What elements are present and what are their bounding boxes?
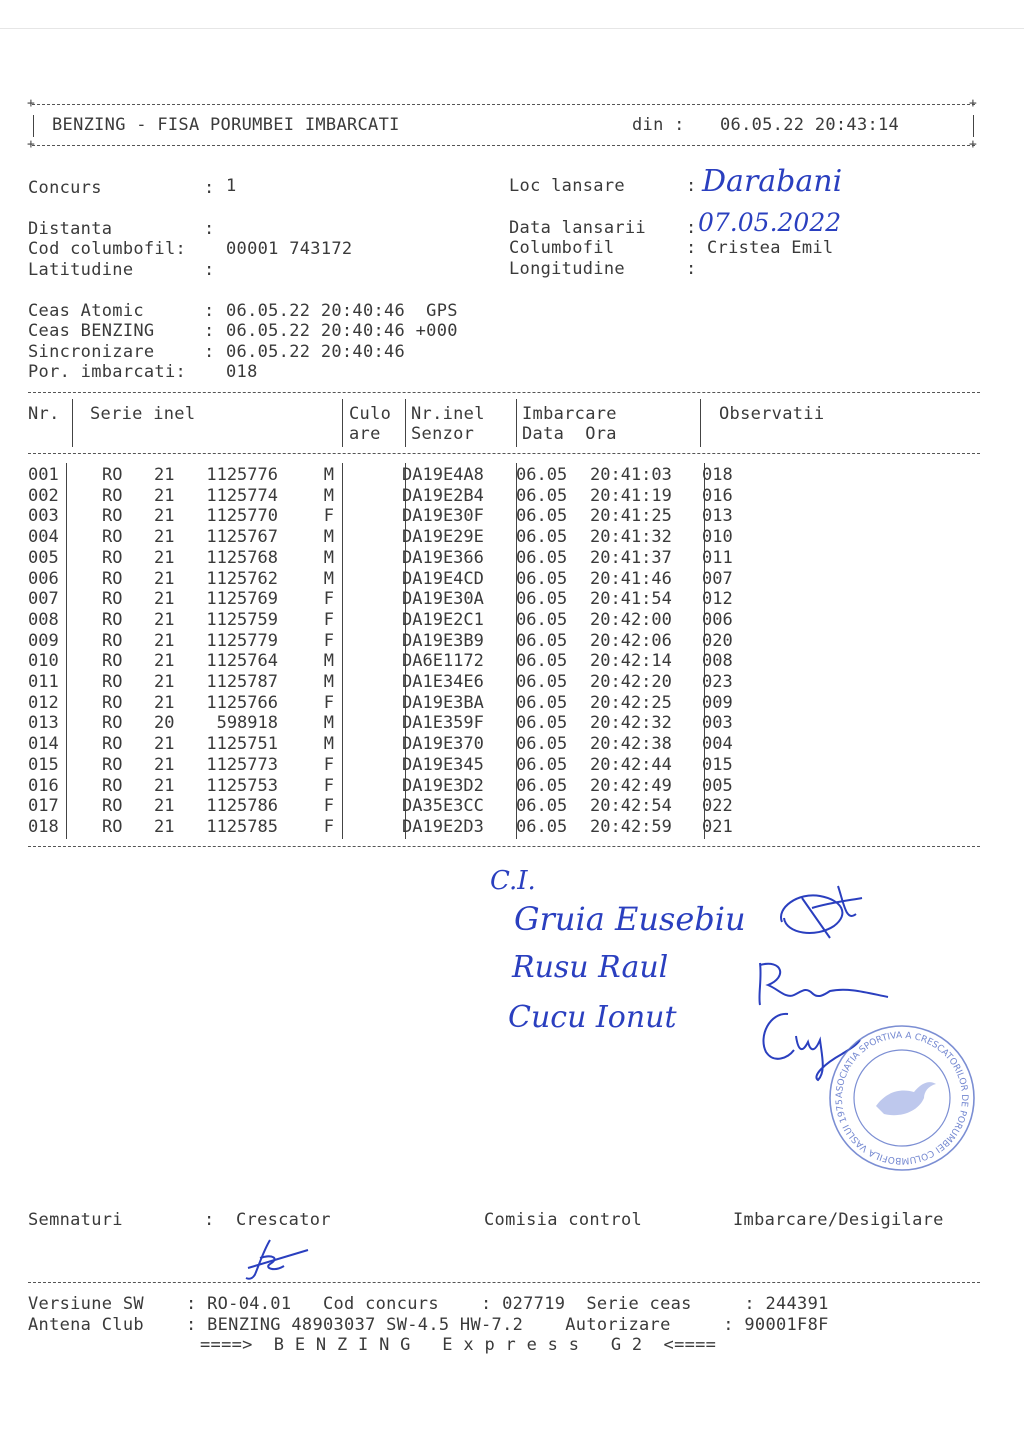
row-date: 06.05	[516, 651, 568, 672]
comisia-control-label: Comisia control	[484, 1210, 643, 1230]
row-time: 20:42:49	[590, 775, 672, 796]
spacer-cell	[334, 693, 398, 714]
cod-columbofil-value: 00001 743172	[226, 239, 353, 259]
row-sensor: DA1E359F	[402, 713, 484, 734]
footer-line-3: ====> B E N Z I N G E x p r e s s G 2 <====	[200, 1335, 717, 1355]
row-date: 06.05	[516, 734, 568, 755]
row-obs: 015	[702, 754, 733, 775]
header-border-right	[973, 115, 974, 137]
colon: :	[686, 218, 697, 238]
row-year: 21	[154, 527, 175, 548]
table-border-top	[28, 392, 980, 393]
row-obs: 010	[702, 527, 733, 548]
row-year: 21	[154, 816, 175, 837]
row-country: RO	[102, 506, 123, 527]
spacer-cell	[66, 713, 102, 734]
spacer-cell	[66, 527, 102, 548]
latitudine-label: Latitudine	[28, 260, 134, 280]
row-sensor: DA19E2B4	[402, 485, 484, 506]
row-year: 21	[154, 796, 175, 817]
corner-mark: +	[969, 137, 977, 152]
row-sensor: DA19E4CD	[402, 568, 484, 589]
cod-columbofil-label: Cod columbofil:	[28, 239, 187, 259]
footer-separator	[28, 1282, 980, 1283]
row-country: RO	[102, 630, 123, 651]
spacer-cell	[66, 672, 102, 693]
handwritten-name-1: Gruia Eusebiu	[514, 900, 746, 938]
row-country: RO	[102, 816, 123, 837]
ceas-atomic-label: Ceas Atomic	[28, 301, 144, 321]
row-sensor: DA19E29E	[402, 527, 484, 548]
spacer-cell	[66, 569, 102, 590]
row-year: 21	[154, 630, 175, 651]
row-sex: F	[323, 692, 334, 713]
semnaturi-label: Semnaturi	[28, 1210, 123, 1230]
row-year: 21	[154, 734, 175, 755]
row-ring: 1125764	[206, 651, 278, 672]
row-obs: 004	[702, 734, 733, 755]
row-sensor: DA19E2D3	[402, 816, 484, 837]
column-divider	[342, 399, 343, 447]
loc-lansare-label: Loc lansare	[509, 176, 625, 196]
row-ring: 1125768	[206, 547, 278, 568]
spacer-cell	[334, 527, 398, 548]
concurs-label: Concurs	[28, 178, 102, 198]
spacer-cell	[334, 817, 398, 838]
colon: :	[204, 342, 215, 362]
spacer-cell	[66, 776, 102, 797]
data-lansarii-label: Data lansarii	[509, 218, 646, 238]
row-date: 06.05	[516, 506, 568, 527]
row-nr: 003	[28, 506, 59, 527]
table-row	[28, 569, 762, 590]
row-time: 20:42:06	[590, 630, 672, 651]
row-sex: F	[323, 589, 334, 610]
row-date: 06.05	[516, 609, 568, 630]
col-header-imbarcare: Imbarcare	[522, 404, 617, 424]
row-time: 20:42:44	[590, 754, 672, 775]
row-nr: 013	[28, 713, 59, 734]
row-year: 21	[154, 775, 175, 796]
spacer-cell	[334, 631, 398, 652]
col-header-nr-inel: Nr.inel	[411, 404, 485, 424]
col-header-senzor: Senzor	[411, 424, 475, 444]
colon: :	[204, 301, 215, 321]
spacer-cell	[66, 734, 102, 755]
spacer-cell	[66, 506, 102, 527]
row-sex: F	[323, 816, 334, 837]
handwritten-name-2: Rusu Raul	[512, 950, 669, 985]
row-year: 21	[154, 609, 175, 630]
row-time: 20:41:03	[590, 465, 672, 485]
column-divider	[700, 399, 701, 447]
row-ring: 1125776	[206, 465, 278, 485]
row-nr: 016	[28, 775, 59, 796]
distanta-label: Distanta	[28, 219, 113, 239]
colon: :	[204, 1210, 215, 1230]
colon: :	[686, 176, 697, 196]
row-year: 21	[154, 547, 175, 568]
row-time: 20:41:46	[590, 568, 672, 589]
row-sex: M	[323, 547, 334, 568]
col-header-nr: Nr.	[28, 404, 60, 424]
row-date: 06.05	[516, 568, 568, 589]
table-row	[28, 589, 762, 610]
row-sensor: DA19E30A	[402, 589, 484, 610]
row-sex: M	[323, 713, 334, 734]
table-header-separator	[28, 453, 980, 454]
row-obs: 009	[702, 692, 733, 713]
row-time: 20:42:20	[590, 672, 672, 693]
column-divider	[405, 399, 406, 447]
colon: :	[204, 260, 215, 280]
row-ring: 1125786	[206, 796, 278, 817]
spacer-cell	[66, 548, 102, 569]
row-sensor: DA1E34E6	[402, 672, 484, 693]
columbofil-value: Cristea Emil	[707, 238, 834, 258]
spacer-cell	[334, 651, 398, 672]
column-divider	[72, 399, 73, 447]
row-nr: 012	[28, 692, 59, 713]
row-obs: 021	[702, 816, 733, 837]
ceas-atomic-value: 06.05.22 20:40:46 GPS	[226, 301, 458, 321]
row-country: RO	[102, 547, 123, 568]
spacer-cell	[66, 589, 102, 610]
header-border-bottom	[32, 145, 975, 146]
spacer-cell	[334, 569, 398, 590]
footer-line-2: Antena Club : BENZING 48903037 SW-4.5 HW-7.2 Autorizare : 90001F8F	[28, 1315, 829, 1335]
row-nr: 018	[28, 816, 59, 837]
row-obs: 022	[702, 796, 733, 817]
table-row	[28, 755, 762, 776]
row-ring: 1125753	[206, 775, 278, 796]
row-date: 06.05	[516, 527, 568, 548]
row-sensor: DA19E3B9	[402, 630, 484, 651]
col-header-culo: Culo	[349, 404, 392, 424]
row-ring: 1125751	[206, 734, 278, 755]
row-country: RO	[102, 589, 123, 610]
colon: :	[204, 219, 215, 239]
footer-line-1: Versiune SW : RO-04.01 Cod concurs : 027719 Serie ceas : 244391	[28, 1294, 829, 1314]
row-nr: 009	[28, 630, 59, 651]
data-lansarii-handwritten: 07.05.2022	[698, 208, 842, 237]
row-ring: 1125779	[206, 630, 278, 651]
spacer-cell	[334, 755, 398, 776]
table-row	[28, 672, 762, 693]
colon: :	[686, 238, 697, 258]
row-sensor: DA19E3D2	[402, 775, 484, 796]
row-country: RO	[102, 713, 123, 734]
table-row	[28, 817, 762, 838]
row-nr: 014	[28, 734, 59, 755]
row-time: 20:41:19	[590, 485, 672, 506]
row-obs: 003	[702, 713, 733, 734]
spacer-cell	[334, 548, 398, 569]
concurs-value: 1	[226, 176, 237, 196]
row-time: 20:41:37	[590, 547, 672, 568]
corner-mark: +	[27, 137, 35, 152]
spacer-cell	[66, 817, 102, 838]
spacer-cell	[66, 465, 102, 486]
crescator-signature	[240, 1236, 312, 1284]
row-date: 06.05	[516, 672, 568, 693]
corner-mark: +	[969, 96, 977, 111]
table-row	[28, 465, 762, 486]
row-nr: 004	[28, 527, 59, 548]
spacer-cell	[66, 796, 102, 817]
row-year: 21	[154, 651, 175, 672]
row-obs: 013	[702, 506, 733, 527]
handwritten-name-3: Cucu Ionut	[508, 1000, 677, 1035]
handwritten-ci: C.I.	[490, 866, 536, 896]
table-row	[28, 548, 762, 569]
row-sex: F	[323, 630, 334, 651]
row-ring: 1125766	[206, 692, 278, 713]
row-country: RO	[102, 692, 123, 713]
table-row	[28, 796, 762, 817]
row-ring: 1125767	[206, 527, 278, 548]
document-title: BENZING - FISA PORUMBEI IMBARCATI	[52, 115, 400, 135]
row-country: RO	[102, 734, 123, 755]
row-ring: 1125759	[206, 609, 278, 630]
row-time: 20:42:54	[590, 796, 672, 817]
sincronizare-value: 06.05.22 20:40:46	[226, 342, 406, 362]
spacer-cell	[334, 713, 398, 734]
row-obs: 012	[702, 589, 733, 610]
pigeon-table-body	[28, 465, 762, 838]
row-sex: M	[323, 734, 334, 755]
row-sensor: DA6E1172	[402, 651, 484, 672]
colon: :	[204, 321, 215, 341]
row-obs: 020	[702, 630, 733, 651]
row-date: 06.05	[516, 754, 568, 775]
table-row	[28, 486, 762, 507]
por-imbarcati-value: 018	[226, 362, 258, 382]
col-header-serie-inel: Serie inel	[90, 404, 196, 424]
row-year: 20	[154, 713, 175, 734]
row-nr: 007	[28, 589, 59, 610]
table-row	[28, 506, 762, 527]
row-sex: M	[323, 465, 334, 485]
scan-edge-line	[0, 28, 1024, 29]
row-sex: M	[323, 485, 334, 506]
row-country: RO	[102, 568, 123, 589]
columbofil-label: Columbofil	[509, 238, 615, 258]
row-nr: 011	[28, 672, 59, 693]
row-obs: 018	[702, 465, 733, 485]
row-date: 06.05	[516, 485, 568, 506]
row-country: RO	[102, 651, 123, 672]
row-sex: F	[323, 796, 334, 817]
row-sex: F	[323, 609, 334, 630]
row-sex: F	[323, 506, 334, 527]
row-time: 20:41:54	[590, 589, 672, 610]
row-year: 21	[154, 506, 175, 527]
col-header-observatii: Observatii	[719, 404, 825, 424]
spacer-cell	[334, 776, 398, 797]
sincronizare-label: Sincronizare	[28, 342, 155, 362]
table-row	[28, 693, 762, 714]
row-year: 21	[154, 692, 175, 713]
row-date: 06.05	[516, 465, 568, 485]
corner-mark: +	[27, 96, 35, 111]
imbarcare-desigilare-label: Imbarcare/Desigilare	[733, 1210, 944, 1230]
spacer-cell	[334, 610, 398, 631]
row-year: 21	[154, 568, 175, 589]
row-obs: 007	[702, 568, 733, 589]
row-time: 20:41:32	[590, 527, 672, 548]
row-date: 06.05	[516, 775, 568, 796]
row-nr: 017	[28, 796, 59, 817]
row-sensor: DA19E4A8	[402, 465, 484, 485]
row-country: RO	[102, 527, 123, 548]
row-date: 06.05	[516, 713, 568, 734]
spacer-cell	[66, 693, 102, 714]
row-time: 20:42:32	[590, 713, 672, 734]
row-sensor: DA35E3CC	[402, 796, 484, 817]
col-header-data-ora: Data Ora	[522, 424, 617, 444]
row-time: 20:42:14	[590, 651, 672, 672]
din-label: din :	[632, 115, 685, 135]
row-time: 20:42:38	[590, 734, 672, 755]
row-date: 06.05	[516, 547, 568, 568]
row-nr: 008	[28, 609, 59, 630]
row-obs: 023	[702, 672, 733, 693]
spacer-cell	[334, 486, 398, 507]
row-ring: 1125762	[206, 568, 278, 589]
spacer-cell	[334, 465, 398, 486]
row-time: 20:42:59	[590, 816, 672, 837]
row-nr: 006	[28, 568, 59, 589]
row-sex: M	[323, 568, 334, 589]
spacer-cell	[334, 506, 398, 527]
row-nr: 015	[28, 754, 59, 775]
row-date: 06.05	[516, 796, 568, 817]
longitudine-label: Longitudine	[509, 259, 625, 279]
row-sensor: DA19E2C1	[402, 609, 484, 630]
row-date: 06.05	[516, 630, 568, 651]
row-obs: 016	[702, 485, 733, 506]
row-ring: 1125769	[206, 589, 278, 610]
row-sensor: DA19E366	[402, 547, 484, 568]
por-imbarcati-label: Por. imbarcati:	[28, 362, 187, 382]
row-sex: F	[323, 754, 334, 775]
row-obs: 008	[702, 651, 733, 672]
row-sex: M	[323, 527, 334, 548]
row-country: RO	[102, 672, 123, 693]
row-date: 06.05	[516, 692, 568, 713]
row-sex: M	[323, 672, 334, 693]
row-country: RO	[102, 775, 123, 796]
row-ring: 598918	[216, 713, 278, 734]
table-border-bottom	[28, 846, 980, 847]
row-ring: 1125787	[206, 672, 278, 693]
loc-lansare-handwritten: Darabani	[702, 164, 843, 199]
row-year: 21	[154, 465, 175, 485]
spacer-cell	[334, 796, 398, 817]
row-ring: 1125774	[206, 485, 278, 506]
row-nr: 005	[28, 547, 59, 568]
row-country: RO	[102, 796, 123, 817]
din-value: 06.05.22 20:43:14	[720, 115, 900, 135]
colon: :	[686, 259, 697, 279]
signature-scribble-1	[772, 878, 868, 956]
header-border-left	[33, 115, 34, 137]
header-border-top	[32, 104, 975, 105]
colon: :	[204, 178, 215, 198]
row-country: RO	[102, 609, 123, 630]
row-year: 21	[154, 589, 175, 610]
spacer-cell	[66, 755, 102, 776]
row-time: 20:42:25	[590, 692, 672, 713]
row-obs: 005	[702, 775, 733, 796]
row-nr: 002	[28, 485, 59, 506]
table-row	[28, 527, 762, 548]
row-ring: 1125773	[206, 754, 278, 775]
row-obs: 011	[702, 547, 733, 568]
row-sensor: DA19E3BA	[402, 692, 484, 713]
row-date: 06.05	[516, 589, 568, 610]
spacer-cell	[66, 486, 102, 507]
dove-emblem	[876, 1082, 936, 1115]
table-row	[28, 776, 762, 797]
table-row	[28, 610, 762, 631]
row-country: RO	[102, 485, 123, 506]
spacer-cell	[334, 589, 398, 610]
crescator-label: Crescator	[236, 1210, 331, 1230]
row-country: RO	[102, 465, 123, 485]
table-row	[28, 713, 762, 734]
spacer-cell	[66, 651, 102, 672]
column-divider	[516, 399, 517, 447]
row-year: 21	[154, 672, 175, 693]
spacer-cell	[66, 631, 102, 652]
spacer-cell	[66, 610, 102, 631]
club-stamp	[826, 1022, 978, 1174]
row-ring: 1125770	[206, 506, 278, 527]
row-nr: 001	[28, 465, 59, 485]
row-ring: 1125785	[206, 816, 278, 837]
spacer-cell	[334, 672, 398, 693]
spacer-cell	[334, 734, 398, 755]
row-time: 20:42:00	[590, 609, 672, 630]
row-obs: 006	[702, 609, 733, 630]
row-time: 20:41:25	[590, 506, 672, 527]
ceas-benzing-label: Ceas BENZING	[28, 321, 155, 341]
row-sex: M	[323, 651, 334, 672]
row-sensor: DA19E30F	[402, 506, 484, 527]
table-row	[28, 651, 762, 672]
row-sensor: DA19E370	[402, 734, 484, 755]
row-year: 21	[154, 754, 175, 775]
pigeon-table	[28, 465, 762, 838]
row-nr: 010	[28, 651, 59, 672]
col-header-are: are	[349, 424, 381, 444]
row-country: RO	[102, 754, 123, 775]
row-sensor: DA19E345	[402, 754, 484, 775]
table-row	[28, 734, 762, 755]
row-year: 21	[154, 485, 175, 506]
ceas-benzing-value: 06.05.22 20:40:46 +000	[226, 321, 458, 341]
row-sex: F	[323, 775, 334, 796]
row-date: 06.05	[516, 816, 568, 837]
stamp-text: ASOCIATIA SPORTIVA A CRESCATORILOR DE PORUMBEI COLUMBOFILA VASLUI 1975	[834, 1030, 970, 1166]
table-row	[28, 631, 762, 652]
